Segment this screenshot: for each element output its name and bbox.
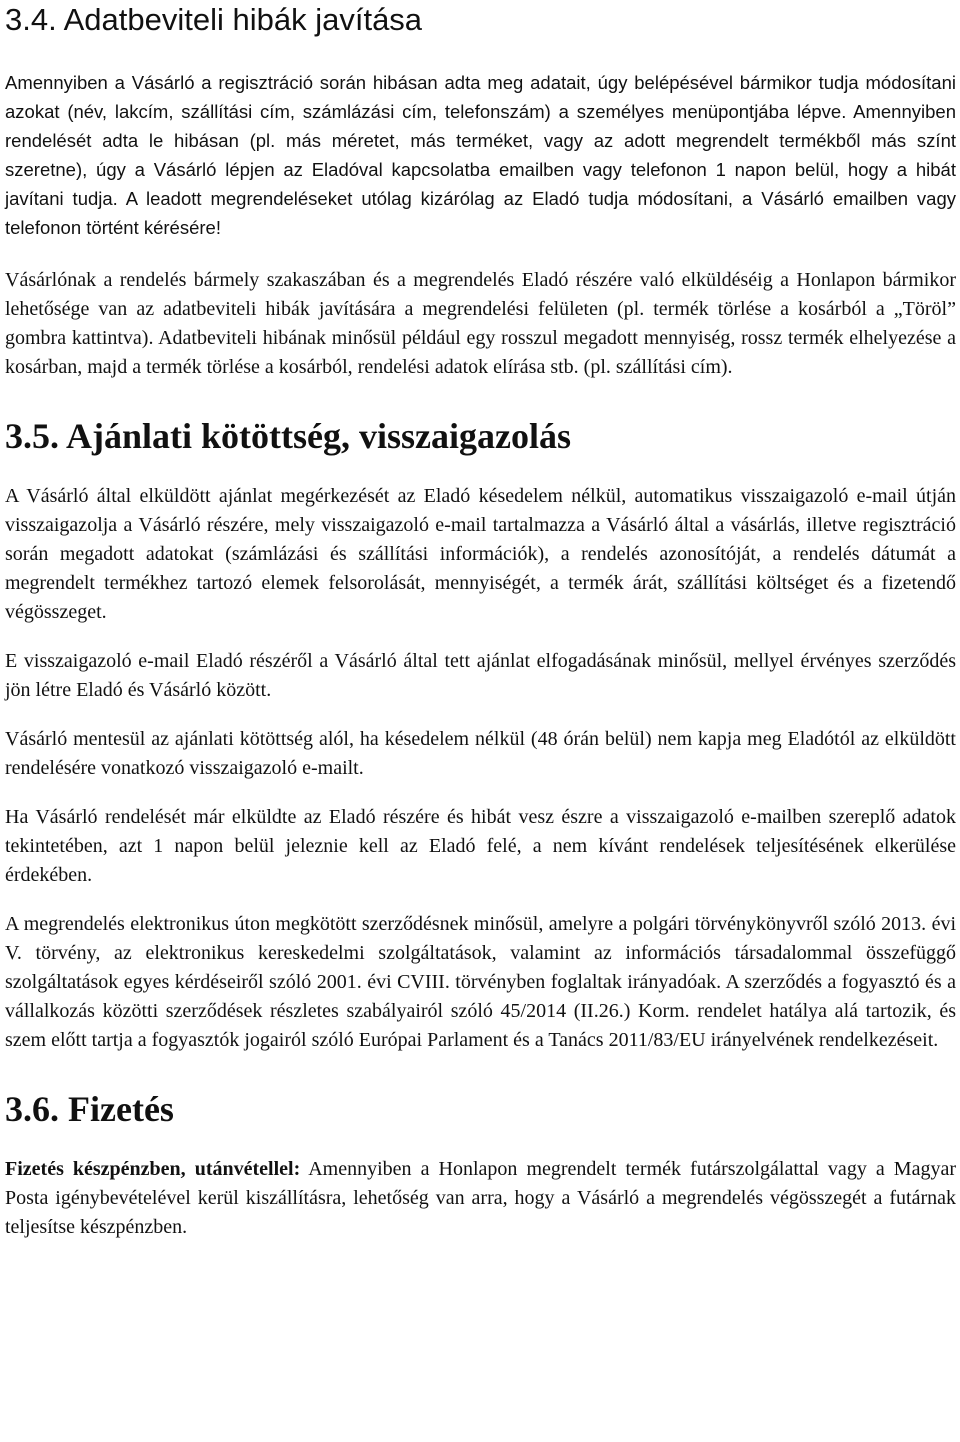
document-page: [5, 0, 956, 1242]
paragraph-3-6-1: [5, 1155, 956, 1242]
paragraph-3-4-2: Vásárlónak a rendelés bármely szakaszában és a megrendelés Eladó részére való elküldéséig a Honlapon bármikor lehetősége van az adatbeviteli hibák javítására a megrendelési felületen (pl. termék törlése a kosárból a „Töröl” gombra kattintva). Adatbeviteli hibának minősül például egy rosszul megadott mennyiség, rossz termék elhelyezése a kosárban, majd a termék törlése a kosárból, rendelési adatok elírása stb. (pl. szállítási cím).: [5, 269, 956, 378]
paragraph-3-4-1: Amennyiben a Vásárló a regisztráció során hibásan adta meg adatait, úgy belépésével bármikor tudja módosítani azokat (név, lakcím, szállítási cím, számlázási cím, telefonszám) a személyes menüpontjába lépve. Amennyiben rendelését adta le hibásan (pl. más méretet, más terméket, vagy az adott megrendelt termékből más színt szeretne), úgy a Vásárló lépjen az Eladóval kapcsolatba emailben vagy telefonon 1 napon belül, hogy a hibát javítani tudja. A leadott megrendeléseket utólag kizárólag az Eladó tudja módosítani, a Vásárló emailben vagy telefonon történt kérésére!: [5, 72, 956, 238]
paragraph-3-5-1: A Vásárló által elküldött ajánlat megérkezését az Eladó késedelem nélkül, automatikus visszaigazoló e-mail útján visszaigazolja a Vásárló részére, mely visszaigazoló e-mail tartalmazza a Vásárló által a vásárlás, illetve regisztráció során megadott adatokat (számlázási és szállítási információk), a rendelés azonosítóját, a rendelés dátumát a megrendelt termékhez tartozó elemek felsorolását, mennyiségét, a termék árát, szállítási költséget és a fizetendő végösszeget.: [5, 485, 956, 623]
section-3-6: [5, 1087, 956, 1242]
paragraph-3-5-4: Ha Vásárló rendelését már elküldte az Eladó részére és hibát vesz észre a visszaigazoló e-mailben szereplő adatok tekintetében, azt 1 napon belül jeleznie kell az Eladó felé, a nem kívánt rendelések teljesítésének elkerülése érdekében.: [5, 806, 956, 886]
section-title-3-6: 3.6. Fizetés: [5, 1089, 174, 1129]
payment-method-label: Fizetés készpénzben, utánvétellel:: [5, 1158, 301, 1180]
paragraph-3-5-5: A megrendelés elektronikus úton megkötött szerződésnek minősül, amelyre a polgári törvénykönyvről szóló 2013. évi V. törvény, az elektronikus kereskedelmi szolgáltatások, valamint az információs társadalommal összefüggő szolgáltatások egyes kérdéseiről szóló 2001. évi CVIII. törvényben foglaltak irányadóak. A szerződés a fogyasztó és a vállalkozás közötti szerződések részletes szabályairól szóló 45/2014 (II.26.) Korm. rendelet hatálya alá tartozik, és szem előtt tartja a fogyasztók jogairól szóló Európai Parlament és a Tanács 2011/83/EU irányelvének rendelkezéseit.: [5, 913, 956, 1051]
section-3-5: [5, 414, 956, 1055]
section-title-3-5: 3.5. Ajánlati kötöttség, visszaigazolás: [5, 416, 571, 456]
paragraph-3-5-2: E visszaigazoló e-mail Eladó részéről a Vásárló által tett ajánlat elfogadásának minősül, mellyel érvényes szerződés jön létre Eladó és Vásárló között.: [5, 650, 956, 701]
section-3-4: [5, 0, 956, 382]
payment-method-text: Amennyiben a Honlapon megrendelt termék futárszolgálattal vagy a Magyar Posta igénybevételével kerül kiszállításra, lehetőség van arra, hogy a Vásárló a megrendelés végösszegét a futárnak teljesítse készpénzben.: [5, 1158, 956, 1238]
paragraph-3-5-3: Vásárló mentesül az ajánlati kötöttség alól, ha késedelem nélkül (48 órán belül) nem kapja meg Eladótól az elküldött rendelésére vonatkozó visszaigazoló e-mailt.: [5, 728, 956, 779]
section-title-3-4: 3.4. Adatbeviteli hibák javítása: [5, 2, 423, 37]
